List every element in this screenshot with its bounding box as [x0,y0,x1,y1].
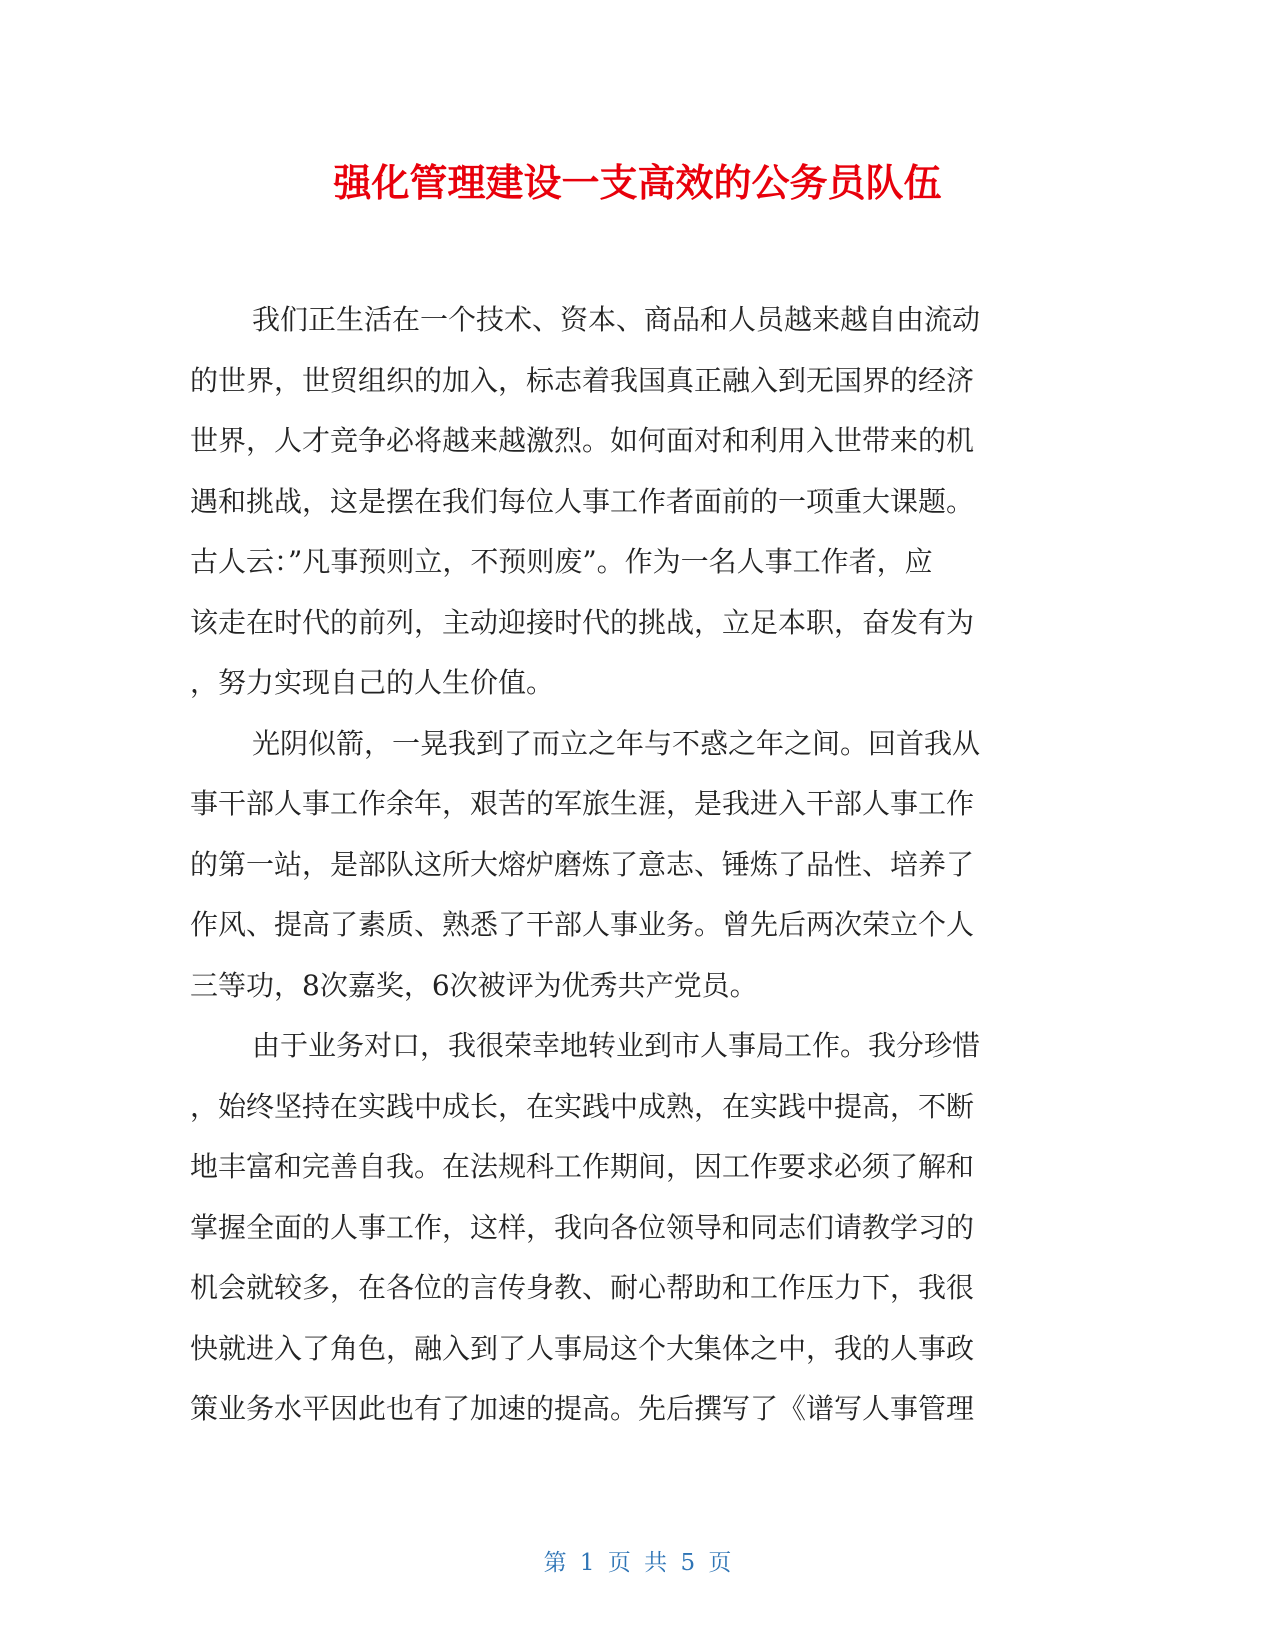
text-line: ，努力实现自己的人生价值。 [190,666,555,699]
text-line: 世界，人才竞争必将越来越激烈。如何面对和利用入世带来的机 [190,424,975,457]
text-line: 快就进入了角色，融入到了人事局这个大集体之中，我的人事政 [190,1331,975,1365]
text-line: 古人云：”凡事预则立，不预则废”。作为一名人事工作者，应 [190,545,933,578]
text-line: 遇和挑战，这是摆在我们每位人事工作者面前的一项重大课题。 [190,484,975,518]
text-line: 光阴似箭，一晃我到了而立之年与不惑之年之间。回首我从 [252,726,981,760]
text-line: 我们正生活在一个技术、资本、商品和人员越来越自由流动 [252,303,981,336]
text-line: 三等功，8次嘉奖，6次被评为优秀共产党员。 [190,968,758,1002]
text-line: 策业务水平因此也有了加速的提高。先后撰写了《谱写人事管理 [190,1392,975,1425]
text-line: ，始终坚持在实践中成长，在实践中成熟，在实践中提高，不断 [190,1089,975,1123]
text-line: 由于业务对口，我很荣幸地转业到市人事局工作。我分珍惜 [252,1029,981,1062]
text-line: 该走在时代的前列，主动迎接时代的挑战，立足本职，奋发有为 [190,605,975,639]
document-body [190,290,1060,1440]
text-line: 地丰富和完善自我。在法规科工作期间，因工作要求必须了解和 [190,1150,975,1183]
text-line: 的第一站，是部队这所大熔炉磨炼了意志、锤炼了品性、培养了 [190,847,975,881]
text-line: 机会就较多，在各位的言传身教、耐心帮助和工作压力下，我很 [190,1271,975,1304]
text-line: 掌握全面的人事工作，这样，我向各位领导和同志们请教学习的 [190,1210,975,1244]
document-title: 强化管理建设一支高效的公务员队伍 [333,161,942,205]
page-number-footer: 第 1 页 共 5 页 [543,1550,732,1576]
text-line: 的世界，世贸组织的加入，标志着我国真正融入到无国界的经济 [190,363,975,397]
text-line: 作风、提高了素质、熟悉了干部人事业务。曾先后两次荣立个人 [190,908,975,941]
text-line: 事干部人事工作余年，艰苦的军旅生涯，是我进入干部人事工作 [190,787,975,820]
